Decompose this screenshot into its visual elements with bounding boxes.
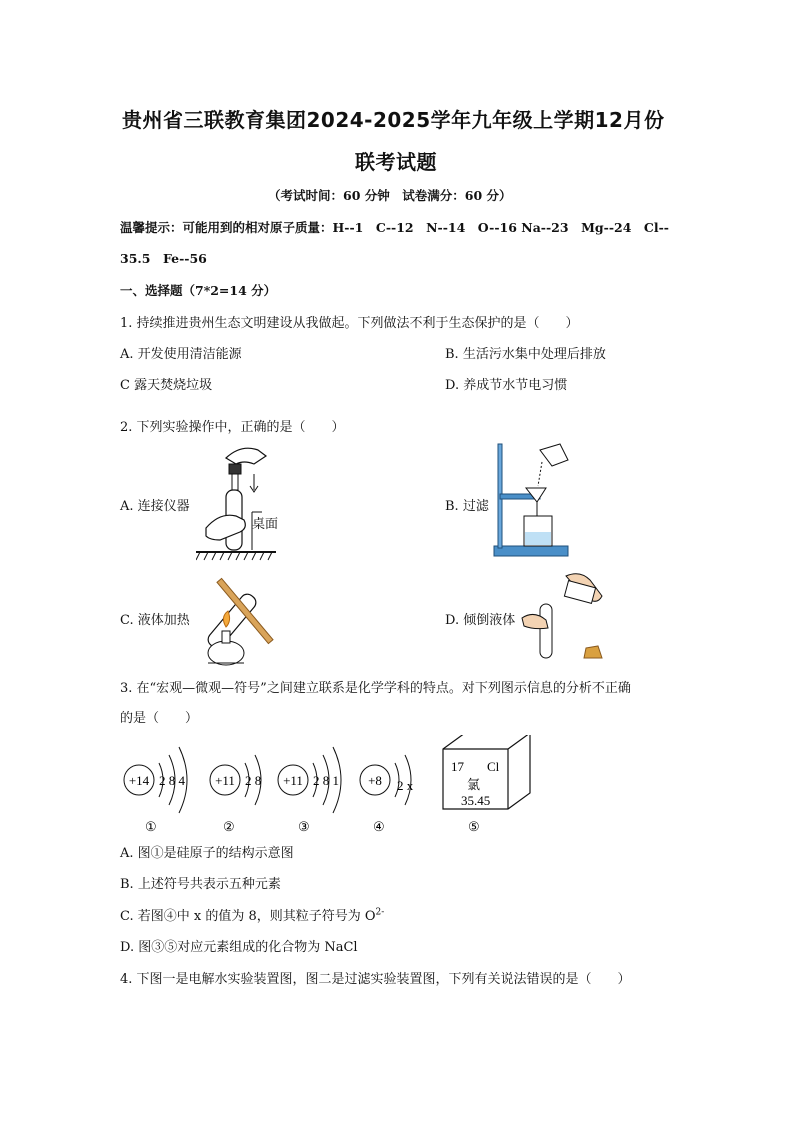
atomic-number: 17 [451, 759, 464, 774]
q2-option-a: A. 连接仪器 [120, 499, 190, 514]
diagram-label: ⑤ [468, 819, 480, 834]
nucleus-label: +11 [215, 773, 235, 788]
q3-stem-line1: 3. 在“宏观—微观—符号”之间建立联系是化学学科的特点。对下列图示信息的分析不正确 [120, 681, 631, 696]
nucleus-label: +14 [128, 773, 150, 788]
atom-diagram-2 [210, 755, 261, 834]
q1-option-b: B. 生活污水集中处理后排放 [445, 347, 606, 362]
q2-option-b: B. 过滤 [445, 499, 489, 514]
q1-option-c: C 露天焚烧垃圾 [120, 378, 213, 393]
q2-option-d: D. 倾倒液体 [445, 613, 516, 628]
exam-title-line2: 联考试题 [355, 150, 437, 174]
exam-info: （考试时间：60 分钟 试卷满分：60 分） [268, 188, 512, 203]
q1-option-a: A. 开发使用清洁能源 [120, 347, 242, 362]
atom-diagram-4 [360, 755, 414, 834]
atomic-mass: 35.45 [461, 793, 491, 808]
element-cell [443, 735, 530, 834]
q3-option-c-superscript: 2- [375, 907, 385, 918]
q3-stem-line2: 的是（ ） [120, 711, 199, 726]
diagram-label: ③ [298, 819, 310, 834]
filtration-figure [490, 440, 580, 560]
desk-label: 桌面 [252, 517, 279, 532]
diagram-label: ② [223, 819, 235, 834]
q4-stem: 4. 下图一是电解水实验装置图，图二是过滤实验装置图，下列有关说法错误的是（ ） [120, 972, 631, 987]
q3-option-b: B. 上述符号共表示五种元素 [120, 877, 281, 892]
diagram-label: ④ [373, 819, 385, 834]
shell-electrons: 2 8 [245, 773, 262, 788]
q1-option-d: D. 养成节水节电习惯 [445, 378, 568, 393]
nucleus-label: +11 [283, 773, 303, 788]
connect-apparatus-figure [196, 440, 296, 565]
q2-option-c: C. 液体加热 [120, 613, 190, 628]
element-name: 氯 [467, 777, 481, 792]
hint-line2: 35.5 Fe--56 [120, 251, 207, 266]
exam-title-line1: 贵州省三联教育集团2024-2025学年九年级上学期12月份 [122, 108, 665, 132]
nucleus-label: +8 [368, 773, 382, 788]
atomic-structure-diagrams [115, 735, 545, 835]
shell-electrons: 2 8 4 [159, 773, 185, 788]
q3-option-a: A. 图①是硅原子的结构示意图 [120, 846, 294, 861]
hint-line1: 温馨提示：可能用到的相对原子质量：H--1 C--12 N--14 O--16 Na--23 Mg--24 Cl-- [120, 220, 669, 235]
element-symbol: Cl [487, 759, 500, 774]
q3-option-c: C. 若图④中 x 的值为 8，则其粒子符号为 $O^{2-}$ [120, 907, 385, 924]
q2-stem: 2. 下列实验操作中，正确的是（ ） [120, 420, 345, 435]
heating-liquid-figure [196, 565, 296, 670]
pouring-liquid-figure [518, 570, 608, 665]
shell-electrons: 2 8 1 [313, 773, 339, 788]
diagram-label: ① [145, 819, 157, 834]
section1-heading: 一、选择题（7*2=14 分） [120, 283, 277, 298]
q1-stem: 1. 持续推进贵州生态文明建设从我做起。下列做法不利于生态保护的是（ ） [120, 316, 579, 331]
atom-diagram-1 [124, 747, 187, 834]
atom-diagram-3 [278, 747, 341, 834]
q3-option-d: D. 图③⑤对应元素组成的化合物为 NaCl [120, 940, 358, 955]
shell-electrons: 2 x [397, 778, 414, 793]
